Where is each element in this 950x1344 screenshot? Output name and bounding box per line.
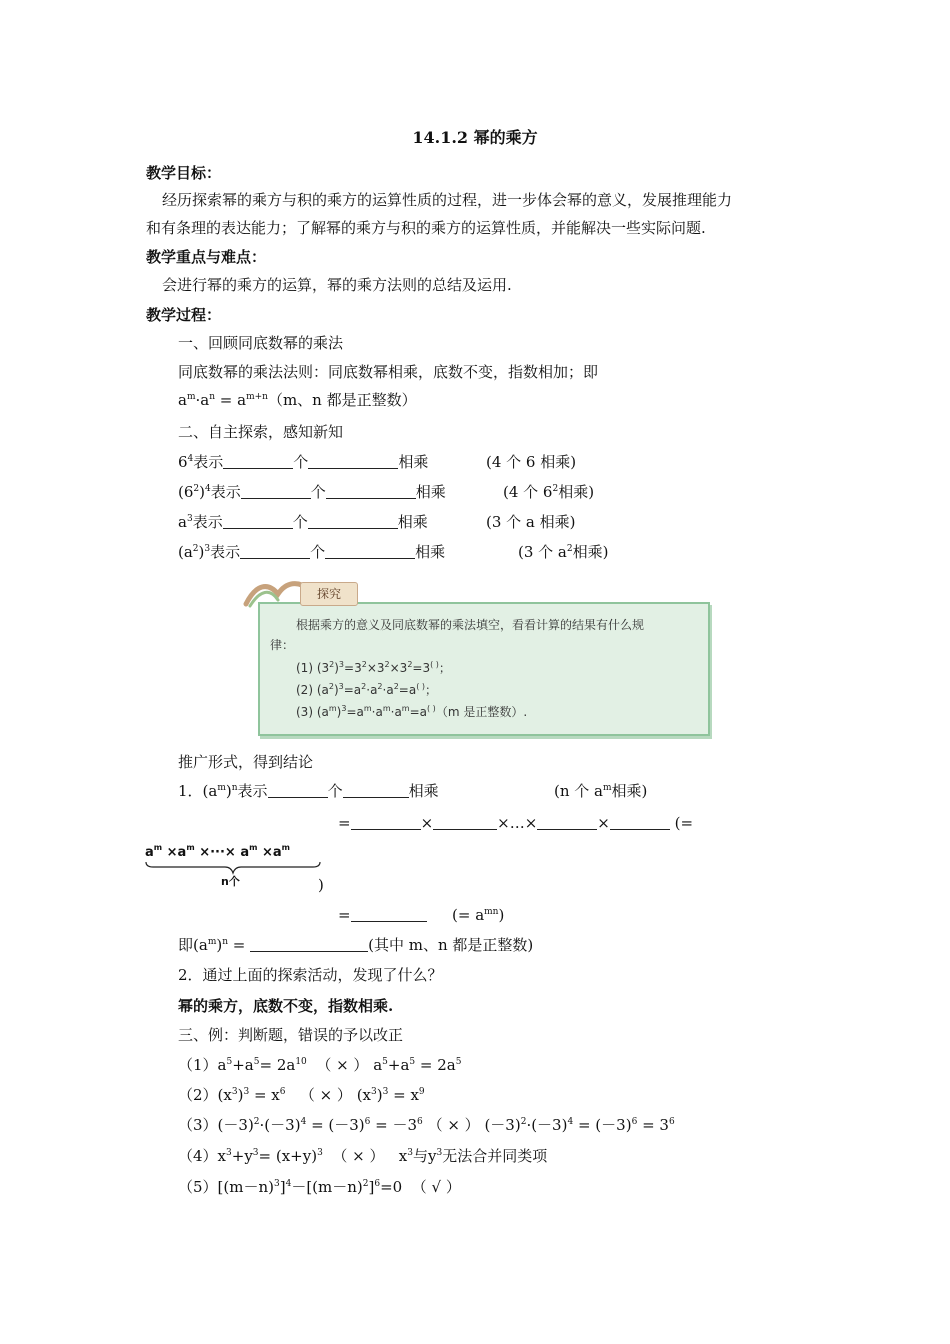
formula-suffix: （m、n 都是正整数） <box>267 391 417 409</box>
example-5: $(5)[(m-n)^3]^4-[(m-n)^2]^6=0$ （ √ ） <box>178 1178 461 1196</box>
key-points-line-1: 会进行幂的乘方的运算，幂的乘方法则的总结及运用. <box>162 276 512 294</box>
blank[interactable] <box>308 514 398 529</box>
question-3: $a^3$表示 个 相乘 <box>178 513 428 531</box>
explore-item-2: (2) $(a^2)^3=a^2\cdot a^2\cdot a^2=a^{( )}$； <box>296 682 438 697</box>
question-1-note: (4 个 6 相乘) <box>486 453 577 471</box>
blank[interactable] <box>250 937 368 952</box>
blank[interactable] <box>326 484 416 499</box>
blank[interactable] <box>325 544 415 559</box>
blank[interactable] <box>351 815 421 830</box>
power-rule: 幂的乘方，底数不变，指数相乘. <box>178 997 394 1015</box>
blank[interactable] <box>343 783 409 798</box>
question-3-note: (3 个 a 相乘) <box>486 513 576 531</box>
blank[interactable] <box>240 544 310 559</box>
objectives-line-1: 经历探索幂的乘方与积的乘方的运算性质的过程，进一步体会幂的意义，发展推理能力 <box>162 191 733 209</box>
example-4: $(4)x^3+y^3= (x+y)^3$ （ × ） $x^3$与$y^3$无法合并同类项 <box>178 1147 548 1165</box>
question-4: $(a^2)^3$表示 个 相乘 <box>178 543 446 561</box>
blank[interactable] <box>537 815 597 830</box>
blank[interactable] <box>223 514 293 529</box>
brace-formula-text: $a^m \times a^m$ ×···× $a^m \times a^m$ <box>145 843 290 860</box>
question-2: $(6^2)^4$表示 个 相乘 <box>178 483 446 501</box>
question-2-note: (4 个 $6^2$相乘) <box>503 483 595 501</box>
explore-line-2: 律： <box>270 638 295 652</box>
conclusion: 即$(a^m)^n$ = (其中 m、n 都是正整数) <box>178 936 534 954</box>
multiplication-rule: 同底数幂的乘法法则：同底数幂相乘，底数不变，指数相加；即 <box>178 363 599 381</box>
question-1: $6^4$表示 个 相乘 <box>178 453 429 471</box>
explore-item-3: (3) $(a^m)^3=a^m\cdot a^m\cdot a^m=a^{( )}(m$ 是正整数）. <box>296 704 528 719</box>
key-points-heading: 教学重点与难点： <box>146 248 267 266</box>
explore-line-1: 根据乘方的意义及同底数幂的乘法填空，看看计算的结果有什么规 <box>296 618 645 632</box>
blank[interactable] <box>433 815 497 830</box>
examples-heading: 三、例：判断题，错误的予以改正 <box>178 1026 404 1044</box>
brace-formula <box>145 845 325 891</box>
multiplication-formula: $a^m\cdot a^n = a^{m+n}(m$、n 都是正整数） <box>178 391 417 409</box>
blank[interactable] <box>308 454 398 469</box>
example-2: $(2)(x^3)^3 = x^6$ （ × ） $(x^3)^3 = x^9$ <box>178 1086 425 1104</box>
section-2-heading: 二、自主探索，感知新知 <box>178 423 344 441</box>
question-4-note: (3 个 $a^2$相乘) <box>518 543 609 561</box>
explore-item-1: (1) $(3^2)^3=3^2\times 3^2\times 3^2=3^{( )}$； <box>296 660 451 675</box>
blank[interactable] <box>223 454 293 469</box>
blank[interactable] <box>241 484 311 499</box>
brace-count-label: n个 <box>221 875 240 888</box>
expansion-line: = × ×…× × (= <box>338 814 694 832</box>
page-title: 14.1.2 幂的乘方 <box>412 128 538 147</box>
objectives-heading: 教学目标： <box>146 164 222 182</box>
generalize-point-1-note: (n 个 $a^m$相乘) <box>554 782 648 800</box>
example-3: $(3)(-3)^2\cdot(-3)^4 = (-3)^6 = -3^6$ （ × ） $(-3)^2\cdot(-3)^4 = (-3)^6 = 3^6$ <box>178 1116 675 1134</box>
section-1-heading: 一、回顾同底数幂的乘法 <box>178 334 344 352</box>
example-1: $(1)a^5+a^5= 2a^{10}$ （ × ） $a^5+a^5 = 2a^5$ <box>178 1056 462 1074</box>
result-note: (= $a^{mn}$) <box>452 906 505 924</box>
blank[interactable] <box>268 783 328 798</box>
expansion-close-paren: ) <box>318 876 324 894</box>
blank[interactable] <box>351 907 427 922</box>
generalize-point-1: 1．$(a^m)^n$表示 个 相乘 <box>178 782 439 800</box>
process-heading: 教学过程： <box>146 306 222 324</box>
generalize-intro: 推广形式，得到结论 <box>178 753 314 771</box>
result-line: = <box>338 905 427 925</box>
blank[interactable] <box>610 815 670 830</box>
explore-tag: 探究 <box>300 582 358 606</box>
explore-box <box>240 576 710 738</box>
generalize-point-2: 2．通过上面的探索活动，发现了什么？ <box>178 966 443 984</box>
objectives-line-2: 和有条理的表达能力；了解幂的乘方与积的乘方的运算性质，并能解决一些实际问题. <box>146 219 706 237</box>
